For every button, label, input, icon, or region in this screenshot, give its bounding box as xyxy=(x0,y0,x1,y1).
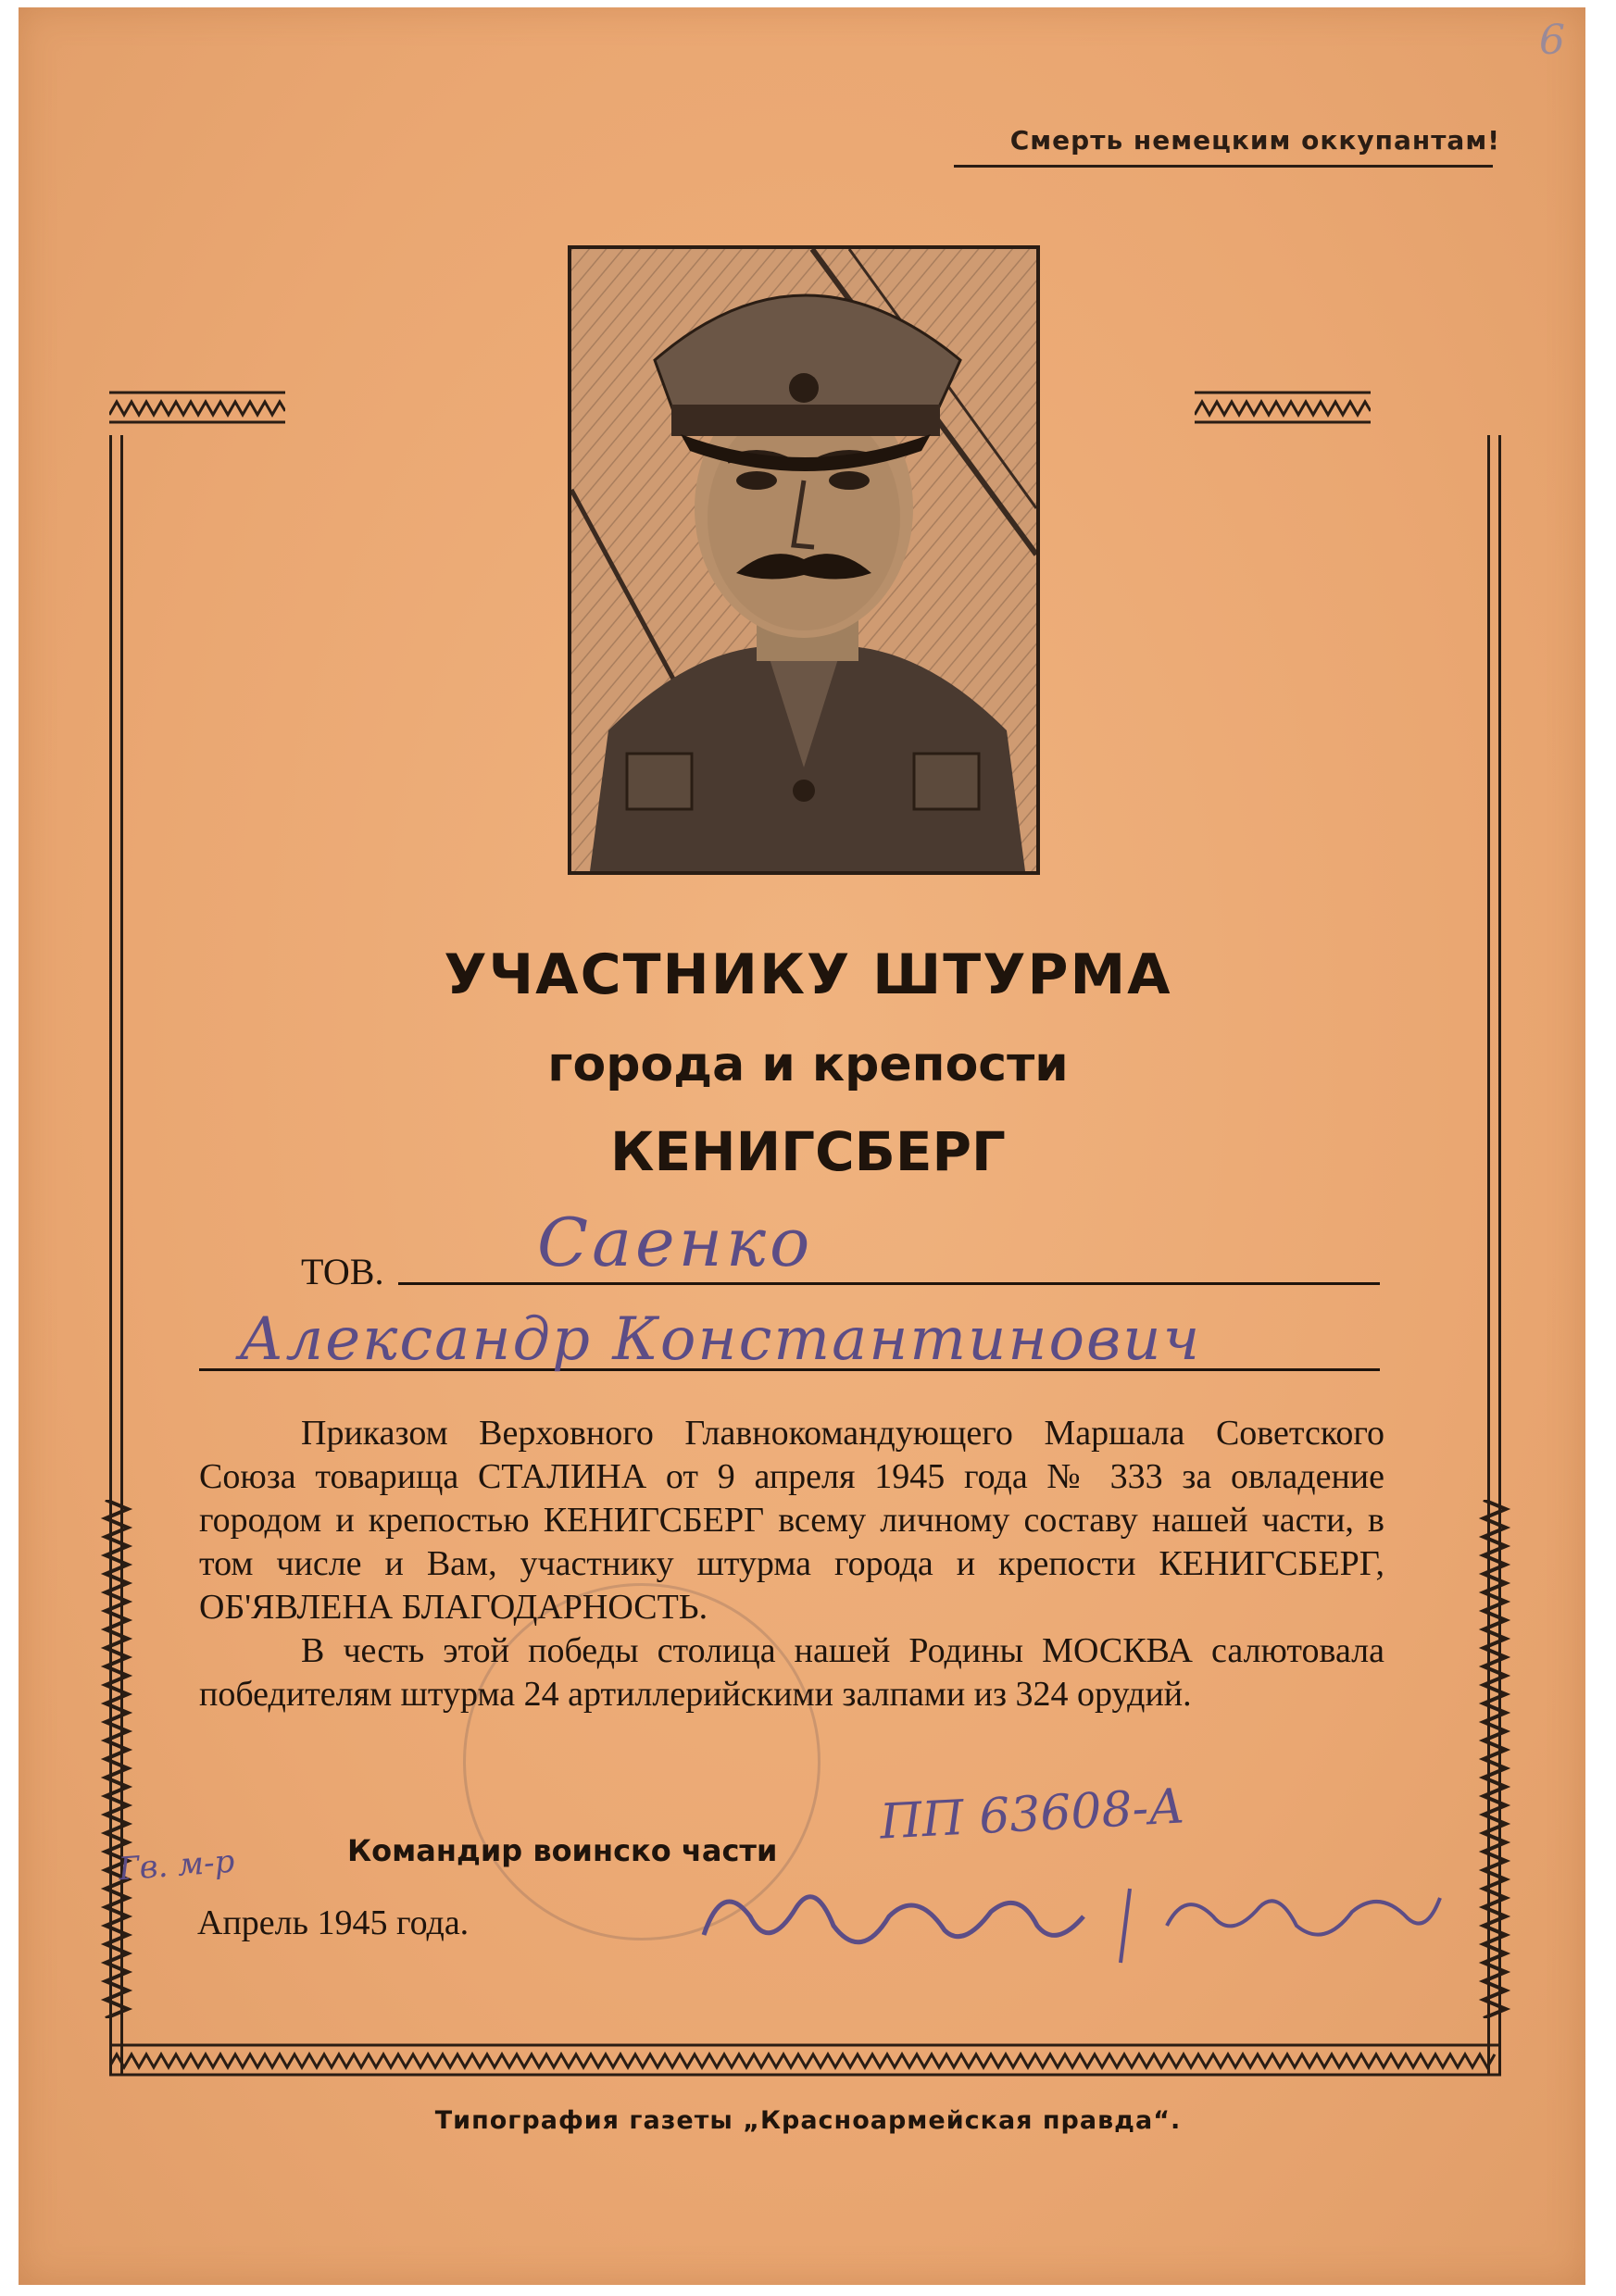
heading-participant: УЧАСТНИКУ ШТУРМА xyxy=(444,942,1172,1007)
handwritten-surname: Саенко xyxy=(537,1204,814,1281)
handwritten-name-patronymic: Александр Константинович xyxy=(239,1305,1202,1374)
heading-city-fortress: города и крепости xyxy=(547,1037,1069,1092)
issue-date: Апрель 1945 года. xyxy=(197,1903,470,1942)
archive-page-number: 6 xyxy=(1539,17,1565,64)
slogan: Смерть немецким оккупантам! xyxy=(1009,125,1500,156)
frame-left-side-ornament xyxy=(93,1500,141,2018)
citation-paragraph-2: В честь этой победы столица нашей Родины МОСКВА салютовала победителям штурма 24 артиллерийскими залпами из 324 орудий. xyxy=(199,1631,1384,1714)
printer-imprint: Типография газеты „Красноармейская правда“. xyxy=(434,2106,1182,2135)
handwritten-position: Гв. м-р xyxy=(117,1842,236,1889)
handwritten-signature xyxy=(685,1861,1445,1972)
surname-line xyxy=(398,1282,1380,1285)
frame-top-right-ornament xyxy=(1195,389,1371,426)
citation-paragraph-1: Приказом Верховного Главнокомандующего Маршала Советского Союза товарища СТАЛИНА от 9 апреля 1945 года № 333 за овладение городом и крепостью КЕНИГСБЕРГ всему личному составу нашей части, в том числе и Вам, участнику штурма города и крепости КЕНИГСБЕРГ, ОБ'ЯВЛЕНА БЛАГОДАРНОСТЬ. xyxy=(199,1414,1384,1627)
frame-bottom-ornament xyxy=(109,2041,1501,2078)
handwritten-unit-number: ПП 63608-А xyxy=(878,1778,1186,1851)
leader-portrait xyxy=(568,245,1040,875)
frame-right-side-ornament xyxy=(1471,1500,1519,2018)
commander-label: Командир воинско части xyxy=(347,1833,778,1868)
heading-konigsberg: КЕНИГСБЕРГ xyxy=(610,1120,1006,1183)
citation-text xyxy=(199,1412,1384,1716)
comrade-label: ТОВ. xyxy=(301,1251,384,1292)
frame-top-left-ornament xyxy=(109,389,285,426)
slogan-underline xyxy=(954,165,1493,168)
